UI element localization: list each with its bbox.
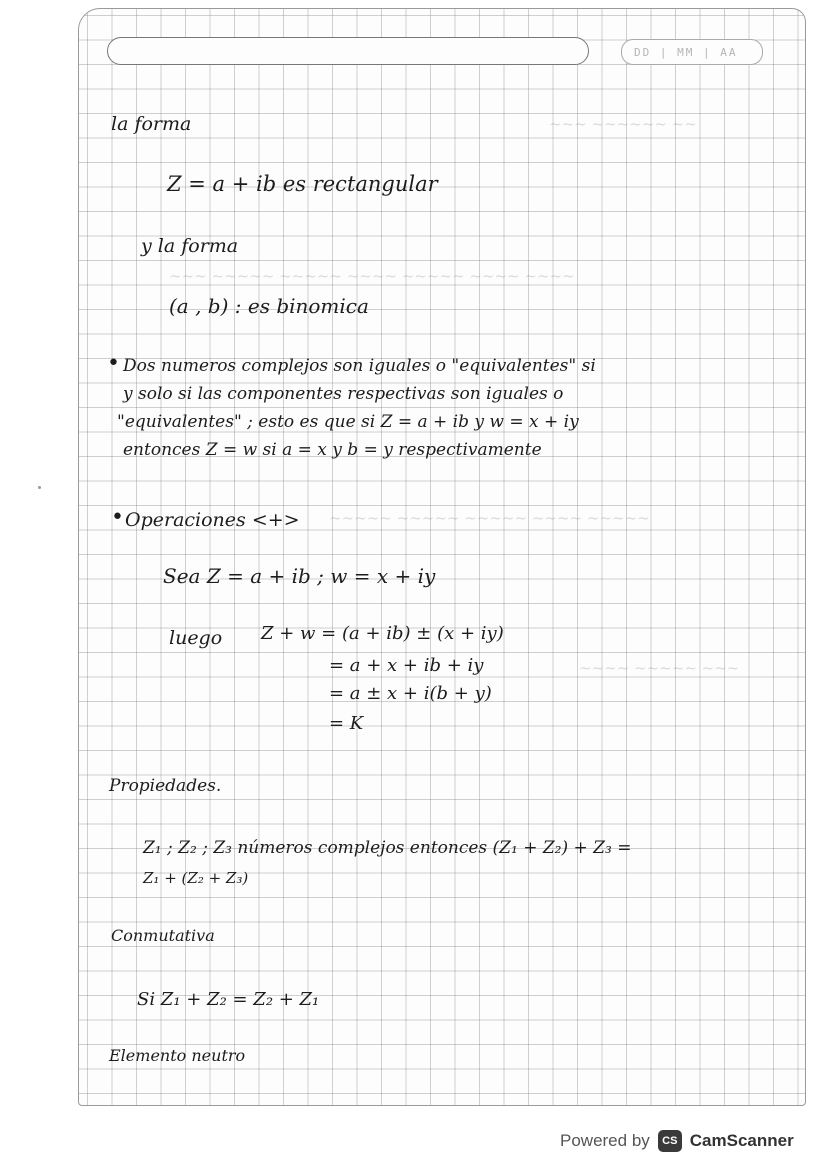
note-elemento-neutro-title: Elemento neutro xyxy=(109,1046,246,1065)
powered-by-text: Powered by xyxy=(560,1131,650,1150)
bullet-dot: • xyxy=(107,351,120,376)
note-line-la-forma: la forma xyxy=(111,113,192,135)
bleed-through-mark: ~~~ ~~~~~~ ~~ xyxy=(549,115,697,133)
note-line-rectangular: Z = a + ib es rectangular xyxy=(167,172,438,196)
note-line-y-la-forma: y la forma xyxy=(141,235,239,257)
note-op-line-2: = a + x + ib + iy xyxy=(329,655,484,676)
note-op-line-3: = a ± x + i(b + y) xyxy=(329,683,492,704)
bleed-through-mark: ~~~~~ ~~~~~ ~~~~~ ~~~~ ~~~~~ xyxy=(329,509,650,527)
note-op-line-1: Z + w = (a + ib) ± (x + iy) xyxy=(261,623,504,644)
note-line-iguales-1: Dos numeros complejos son iguales o "equivalentes" si xyxy=(123,356,596,376)
note-conmutativa-title: Conmutativa xyxy=(111,926,215,945)
title-bar xyxy=(107,37,589,65)
bullet-dot: • xyxy=(111,505,124,530)
camscanner-watermark xyxy=(560,1124,820,1158)
note-line-iguales-3: "equivalentes" ; esto es que si Z = a + ib y w = x + iy xyxy=(117,412,579,432)
bleed-through-mark: ~~~~ ~~~~~ ~~~ xyxy=(579,659,740,677)
date-box: DD | MM | AA xyxy=(621,39,763,65)
bleed-through-mark: ~~~ ~~~~~ ~~~~~ ~~~~ ~~~~~ ~~~~ ~~~~ xyxy=(169,267,575,285)
note-luego-label: luego xyxy=(169,627,223,649)
camscanner-brand: CamScanner xyxy=(689,1131,794,1150)
note-prop-line-1: Z₁ ; Z₂ ; Z₃ números complejos entonces (Z₁ + Z₂) + Z₃ = xyxy=(143,838,632,858)
note-operaciones-title: Operaciones <+> xyxy=(125,509,300,531)
note-line-sea: Sea Z = a + ib ; w = x + iy xyxy=(163,564,436,588)
note-propiedades-title: Propiedades. xyxy=(109,776,222,796)
note-conmutativa-line: Si Z₁ + Z₂ = Z₂ + Z₁ xyxy=(137,989,320,1010)
scan-speck xyxy=(38,486,41,489)
note-prop-line-2: Z₁ + (Z₂ + Z₃) xyxy=(143,869,249,887)
note-line-iguales-4: entonces Z = w si a = x y b = y respectivamente xyxy=(123,440,542,460)
notebook-page xyxy=(78,8,806,1106)
note-line-binomica: (a , b) : es binomica xyxy=(169,294,369,318)
camscanner-logo-icon: CS xyxy=(658,1130,682,1152)
note-line-iguales-2: y solo si las componentes respectivas son iguales o xyxy=(123,384,564,404)
note-op-line-4: = K xyxy=(329,713,364,734)
